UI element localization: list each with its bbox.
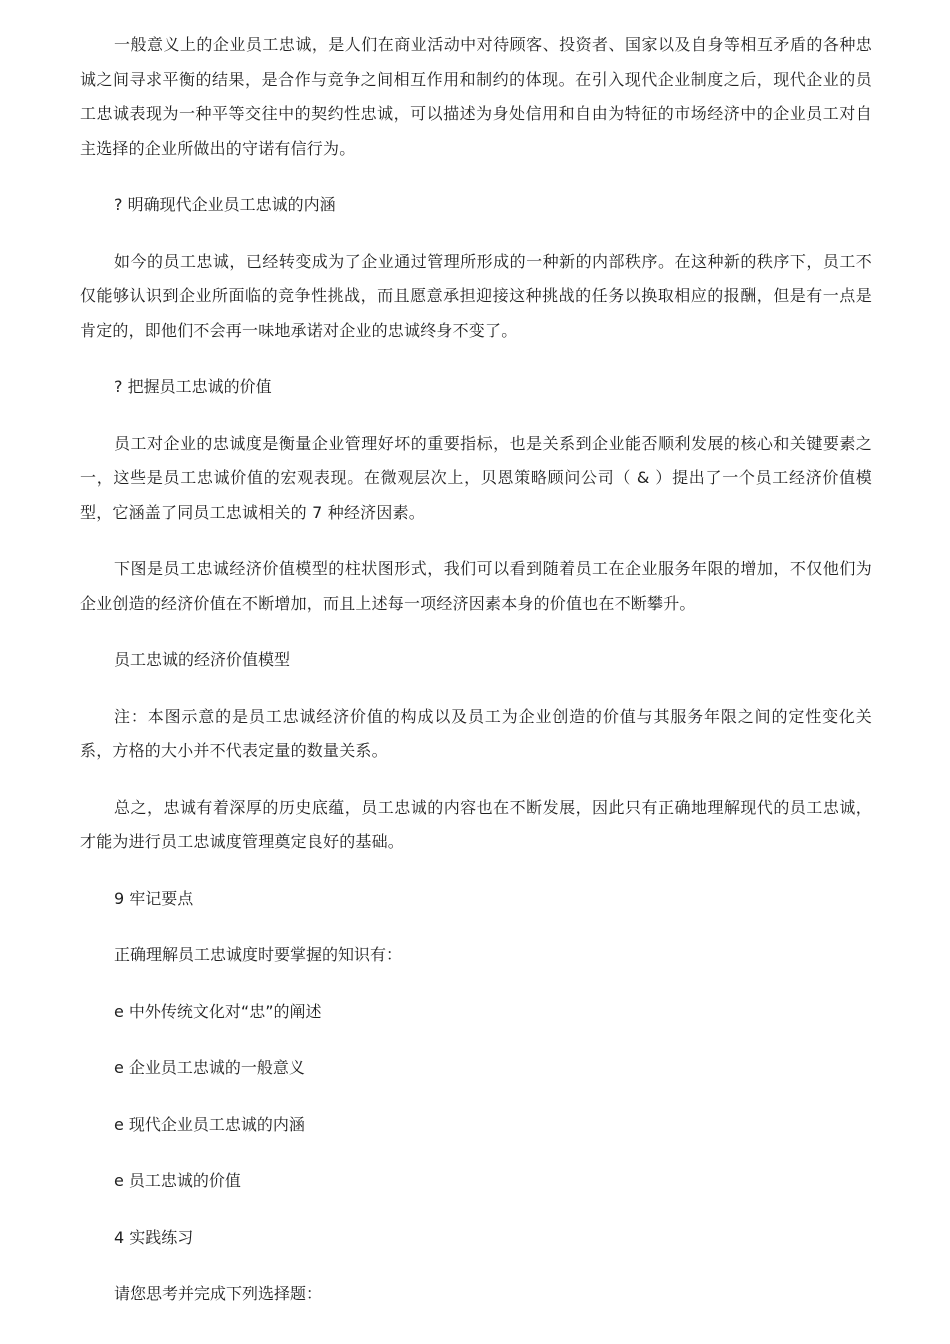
paragraph-modern-loyalty: 如今的员工忠诚，已经转变成为了企业通过管理所形成的一种新的内部秩序。在这种新的秩序下，员工不仅能够认识到企业所面临的竞争性挑战，而且愿意承担迎接这种挑战的任务以换取相应的报酬，但是有一点是肯定的，即他们不会再一味地承诺对企业的忠诚终身不变了。: [80, 251, 872, 340]
list-item: e 中外传统文化对“忠”的阐述: [114, 1001, 322, 1021]
paragraph-chart-description: 下图是员工忠诚经济价值模型的柱状图形式，我们可以看到随着员工在企业服务年限的增加，不仅他们为企业创造的经济价值在不断增加，而且上述每一项经济因素本身的价值也在不断攀升。: [80, 559, 872, 613]
list-item: e 员工忠诚的价值: [114, 1171, 241, 1190]
heading-key-points: 9 牢记要点: [114, 888, 194, 908]
paragraph-value: 员工对企业的忠诚度是衡量企业管理好坏的重要指标，也是关系到企业能否顺利发展的核心和关键要素之一，这些是员工忠诚价值的宏观表现。在微观层次上，贝恩策略顾问公司（ & ）提出了一个员工经济价值模型，它涵盖了同员工忠诚相关的 7 种经济因素。: [80, 433, 872, 522]
paragraph-summary: 总之，忠诚有着深厚的历史底蕴，员工忠诚的内容也在不断发展，因此只有正确地理解现代的员工忠诚，才能为进行员工忠诚度管理奠定良好的基础。: [80, 797, 872, 851]
paragraph-note: 注：本图示意的是员工忠诚经济价值的构成以及员工为企业创造的价值与其服务年限之间的定性变化关系，方格的大小并不代表定量的数量关系。: [80, 706, 872, 760]
heading-connotation: ? 明确现代企业员工忠诚的内涵: [114, 195, 336, 214]
list-item: e 现代企业员工忠诚的内涵: [114, 1114, 305, 1134]
heading-practice: 4 实践练习: [114, 1227, 194, 1247]
paragraph-exercise-prompt: 请您思考并完成下列选择题：: [114, 1284, 323, 1303]
paragraph-general-meaning: 一般意义上的企业员工忠诚，是人们在商业活动中对待顾客、投资者、国家以及自身等相互矛盾的各种忠诚之间寻求平衡的结果，是合作与竞争之间相互作用和制约的体现。在引入现代企业制度之后，现代企业的员工忠诚表现为一种平等交往中的契约性忠诚，可以描述为身处信用和自由为特征的市场经济中的企业员工对自主选择的企业所做出的守诺有信行为。: [80, 35, 872, 158]
paragraph-knowledge-intro: 正确理解员工忠诚度时要掌握的知识有：: [114, 945, 403, 964]
heading-value: ? 把握员工忠诚的价值: [114, 377, 272, 396]
list-item: e 企业员工忠诚的一般意义: [114, 1058, 305, 1077]
document-page: [80, 28, 872, 1312]
heading-model: 员工忠诚的经济价值模型: [114, 650, 291, 669]
